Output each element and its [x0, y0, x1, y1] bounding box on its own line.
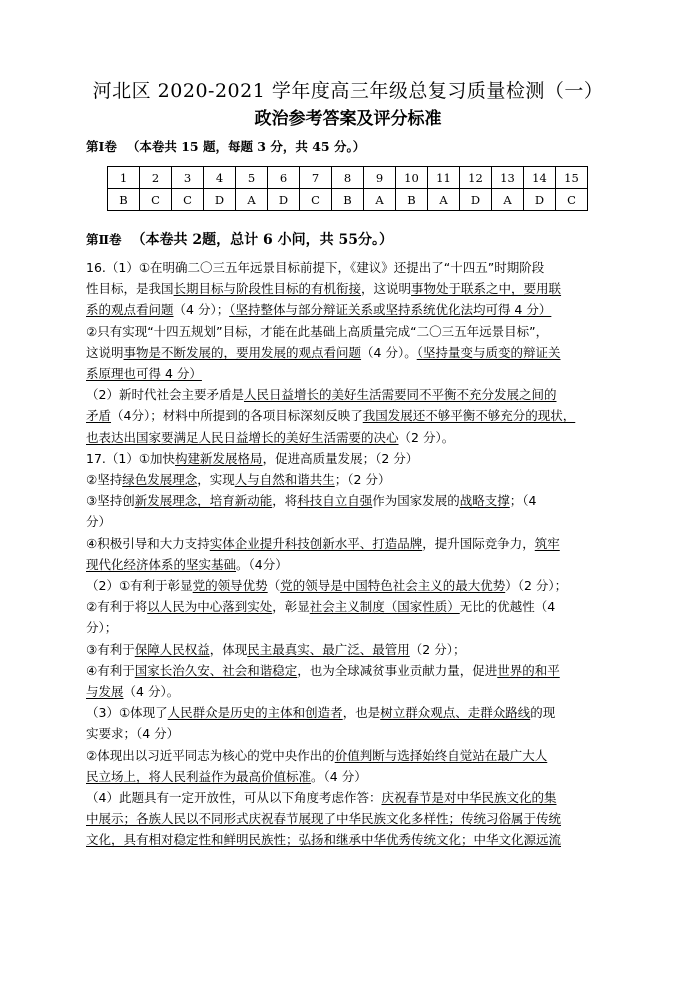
text-segment: （4 分）。	[123, 684, 180, 699]
underlined-key-point: 人民日益增长的美好生活需要同不平衡不充分发展之间的	[243, 387, 557, 403]
part1-note: （本卷共 15 题，每题 3 分，共 45 分。）	[126, 139, 366, 154]
answer-line	[86, 661, 560, 681]
question-number-cell: 9	[364, 167, 396, 189]
answer-cell: D	[524, 189, 556, 211]
text-segment: ）（2 分）；	[505, 578, 568, 593]
text-segment: 无比的优越性（4	[459, 599, 556, 615]
text-segment: （	[267, 578, 281, 593]
text-segment: ②坚持	[86, 472, 123, 487]
part1-label: 第Ⅰ卷	[86, 139, 117, 154]
answer-line	[86, 279, 561, 299]
answer-line	[86, 534, 560, 554]
answer-line	[86, 555, 288, 575]
underlined-key-point: 与发展	[86, 684, 124, 699]
question-number-cell: 5	[236, 167, 268, 189]
question-number-cell: 2	[140, 167, 172, 189]
text-segment: （2 分）。	[398, 429, 455, 445]
answer-line	[86, 343, 560, 363]
answer-line	[86, 449, 418, 469]
answer-line	[86, 830, 561, 850]
answer-cell: B	[396, 189, 428, 211]
text-segment: （2）新时代社会主要矛盾是	[86, 387, 244, 403]
answer-cell: A	[364, 189, 396, 211]
underlined-key-point: 我国发展还不够平衡不够充分的现状，	[362, 408, 576, 424]
answer-line	[86, 512, 111, 532]
underlined-key-point: 筑牢	[534, 535, 560, 551]
underlined-key-point: 战略支撑	[459, 493, 510, 509]
underlined-key-point: 世界的和平	[497, 662, 560, 678]
question-number-cell: 6	[268, 167, 300, 189]
underlined-key-point: 人与自然和谐共生	[234, 472, 335, 487]
underlined-key-point: 矛盾	[86, 408, 112, 424]
answer-cell: D	[204, 189, 236, 211]
answer-row	[108, 189, 588, 211]
underlined-key-point: 事物是不断发展的，要用发展的观点看问题	[123, 344, 362, 360]
text-segment: ②有利于将	[86, 599, 148, 615]
underlined-key-point: 树立群众观点、走群众路线	[380, 705, 531, 721]
underlined-key-point: 科技自立自强	[297, 493, 373, 509]
underlined-key-point: （坚持量变与质变的辩证关	[416, 344, 561, 360]
text-segment: ；（4	[509, 493, 537, 509]
text-segment: 。（4分）	[236, 556, 288, 572]
underlined-key-point: 以人民为中心落到实处	[147, 599, 273, 615]
text-segment: （4 分）；	[173, 302, 230, 318]
question-number-cell: 11	[428, 167, 460, 189]
text-segment: ④有利于	[86, 662, 135, 678]
text-segment: ，提升国际竞争力，	[422, 535, 535, 551]
text-segment: ③有利于	[86, 641, 135, 657]
part2-note: （本卷共 2题，总计 6 小问，共 55分。）	[131, 232, 394, 248]
underlined-key-point: 庆祝春节是对中华民族文化的集	[381, 790, 557, 805]
text-segment: ，实现	[197, 472, 235, 487]
answer-line	[86, 470, 390, 490]
text-segment: 分）；	[86, 620, 118, 636]
answer-cell: A	[428, 189, 460, 211]
answer-line	[86, 809, 561, 829]
answer-table	[107, 166, 588, 211]
text-segment: （4分）；材料中所提到的各项目标深刻反映了	[111, 408, 363, 424]
text-segment: 性目标，是我国	[86, 281, 174, 297]
text-segment: ，也是	[342, 705, 381, 721]
answer-line	[86, 385, 556, 405]
text-segment: 17.（1）①加快	[86, 450, 176, 466]
answer-line	[86, 618, 117, 638]
underlined-key-point: 价值判断与选择始终自觉站在最广大人	[334, 747, 548, 763]
answer-line	[86, 767, 367, 787]
text-segment: 实要求；（4 分）	[86, 726, 180, 742]
underlined-key-point: 构建新发展格局	[175, 450, 263, 466]
answer-line	[86, 576, 567, 596]
question-number-cell: 3	[172, 167, 204, 189]
text-segment: ，体现	[209, 641, 248, 657]
question-number-cell: 14	[524, 167, 556, 189]
page-subtitle: 政治参考答案及评分标准	[254, 109, 442, 129]
answer-cell: C	[172, 189, 204, 211]
page-title: 河北区 2020-2021 学年度高三年级总复习质量检测（一）	[92, 80, 604, 102]
underlined-key-point: 党的领导优势	[192, 578, 268, 593]
underlined-key-point: 系的观点看问题	[86, 302, 174, 318]
underlined-key-point: 实体企业提升科技创新水平、打造品牌	[209, 535, 423, 551]
text-segment: 分）	[86, 514, 112, 530]
question-number-cell: 4	[204, 167, 236, 189]
underlined-key-point: 人民群众是历史的主体和创造者	[167, 705, 343, 721]
answer-cell: D	[460, 189, 492, 211]
answer-line	[86, 682, 179, 702]
text-segment: 的现	[530, 705, 556, 721]
question-number-cell: 13	[492, 167, 524, 189]
question-number-cell: 15	[556, 167, 588, 189]
question-number-cell: 8	[332, 167, 364, 189]
part2-heading	[86, 229, 393, 249]
text-segment: 。（4 分）	[311, 768, 367, 784]
text-segment: 16.（1）①在明确二〇三五年远景目标前提下，《建议》还提出了“十四五”时期阶段	[86, 260, 545, 275]
question-number-cell: 7	[300, 167, 332, 189]
underlined-key-point: 社会主义制度（国家性质）	[309, 599, 460, 615]
text-segment: （2）①有利于彰显	[86, 578, 193, 593]
underlined-key-point: 国家长治久安、社会和谐稳定	[134, 662, 298, 678]
answer-line	[86, 322, 548, 342]
answer-cell: C	[556, 189, 588, 211]
underlined-key-point: 也表达出国家要满足人民日益增长的美好生活需要的决心	[86, 429, 399, 445]
part1-heading	[86, 137, 365, 155]
text-segment: （2 分）；	[409, 641, 466, 657]
answer-line	[86, 428, 454, 448]
underlined-key-point: （坚持整体与部分辩证关系或坚持系统优化法均可得 4 分）	[229, 302, 552, 318]
part2-label: 第Ⅱ卷	[86, 232, 122, 247]
answer-cell: A	[236, 189, 268, 211]
answer-cell: A	[492, 189, 524, 211]
answer-line	[86, 640, 465, 660]
answer-line	[86, 724, 179, 744]
answer-line	[86, 703, 555, 723]
underlined-key-point: 文化，具有相对稳定性和鲜明民族性；弘扬和继承中华优秀传统文化；中华文化源远流	[86, 832, 562, 848]
answer-line	[86, 746, 547, 766]
answer-line	[86, 258, 544, 278]
text-segment: （4）此题具有一定开放性，可从以下角度考虑作答：	[86, 790, 382, 805]
answer-cell: B	[332, 189, 364, 211]
text-segment: 这说明	[86, 344, 124, 360]
answer-line	[86, 364, 202, 384]
text-segment: 作为国家发展的	[372, 493, 460, 509]
answer-cell: C	[300, 189, 332, 211]
question-number-cell: 12	[460, 167, 492, 189]
text-segment: ，这说明	[361, 281, 412, 297]
text-segment: （3）①体现了	[86, 705, 168, 721]
underlined-key-point: 绿色发展理念	[122, 472, 198, 487]
text-segment: ，彰显	[272, 599, 310, 615]
question-number-row	[108, 167, 588, 189]
text-segment: ，将	[272, 493, 298, 509]
underlined-key-point: 长期目标与阶段性目标的有机衔接	[173, 281, 362, 297]
answer-line	[86, 491, 537, 511]
answer-line	[86, 788, 556, 808]
underlined-key-point: 新发展理念，培育新动能	[134, 493, 273, 509]
text-segment: ，也为全球减贫事业贡献力量，促进	[297, 662, 498, 678]
underlined-key-point: 保障人民权益	[134, 641, 210, 657]
underlined-key-point: 事物处于联系之中，要用联	[411, 281, 562, 297]
text-segment: ③坚持创	[86, 493, 135, 509]
text-segment: ②只有实现“十四五规划”目标，才能在此基础上高质量完成“二〇三五年远景目标”，	[86, 323, 549, 339]
text-segment: ④积极引导和大力支持	[86, 535, 210, 551]
text-segment: ；（2 分）	[334, 472, 391, 487]
text-segment: （4 分）。	[361, 344, 417, 360]
answer-line	[86, 406, 575, 426]
underlined-key-point: 民立场上，将人民利益作为最高价值标准	[86, 768, 312, 784]
text-segment: ②体现出以习近平同志为核心的党中央作出的	[86, 747, 335, 763]
underlined-key-point: 民主最真实、最广泛、最管用	[247, 641, 410, 657]
answer-cell: C	[140, 189, 172, 211]
underlined-key-point: 现代化经济体系的坚实基础	[86, 556, 237, 572]
text-segment: ，促进高质量发展；（2 分）	[262, 450, 419, 466]
answer-cell: D	[268, 189, 300, 211]
question-number-cell: 10	[396, 167, 428, 189]
answer-line	[86, 300, 551, 320]
underlined-key-point: 系原理也可得 4 分）	[86, 366, 202, 381]
underlined-key-point: 党的领导是中国特色社会主义的最大优势	[280, 578, 506, 593]
underlined-key-point: 中展示；各族人民以不同形式庆祝春节展现了中华民族文化多样性；传统习俗属于传统	[86, 811, 562, 827]
answer-line	[86, 597, 555, 617]
answer-cell: B	[108, 189, 140, 211]
question-number-cell: 1	[108, 167, 140, 189]
